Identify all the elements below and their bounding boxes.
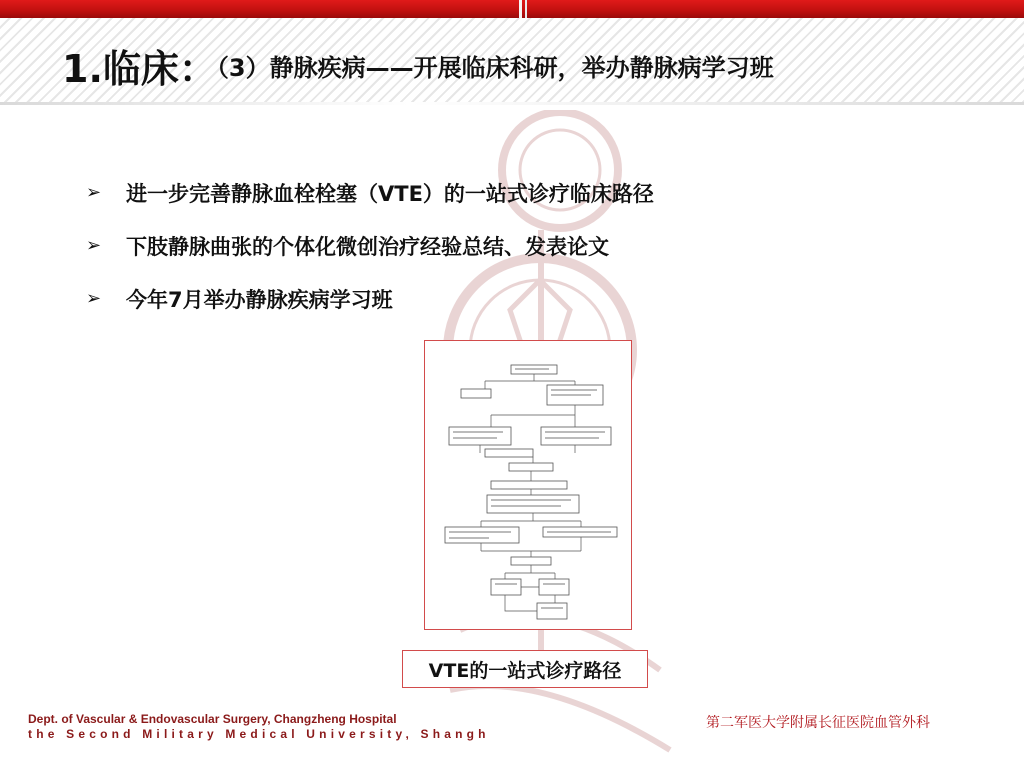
list-item <box>86 272 654 325</box>
bullet-text: 下肢静脉曲张的个体化微创治疗经验总结、发表论文 <box>126 234 609 259</box>
list-item <box>86 219 654 272</box>
vte-flowchart-image <box>424 340 632 630</box>
bullet-text: 进一步完善静脉血栓栓塞（VTE）的一站式诊疗临床路径 <box>126 181 654 206</box>
footer-chinese: 第二军医大学附属长征医院血管外科 <box>706 715 930 731</box>
slide-title <box>62 38 774 93</box>
title-main: 1.临床： <box>62 47 217 91</box>
arrow-bullet-icon: ➢ <box>86 235 102 256</box>
footer-line-2: the Second Military Medical University, Shangh <box>28 727 490 741</box>
band-divider <box>519 0 522 18</box>
footer-line-1: Dept. of Vascular & Endovascular Surgery, Changzheng Hospital <box>28 712 397 726</box>
title-divider <box>0 102 1024 105</box>
top-red-band <box>0 0 1024 18</box>
footer-english <box>28 712 490 742</box>
band-divider <box>525 0 527 18</box>
arrow-bullet-icon: ➢ <box>86 288 102 309</box>
flowchart-caption: VTE的一站式诊疗路径 <box>402 650 648 688</box>
list-item <box>86 166 654 219</box>
bullet-list <box>86 166 654 325</box>
title-sub: （3）静脉疾病——开展临床科研，举办静脉病学习班 <box>216 54 774 82</box>
flowchart-diagram <box>425 341 631 629</box>
arrow-bullet-icon: ➢ <box>86 182 102 203</box>
bullet-text: 今年7月举办静脉疾病学习班 <box>126 287 393 312</box>
